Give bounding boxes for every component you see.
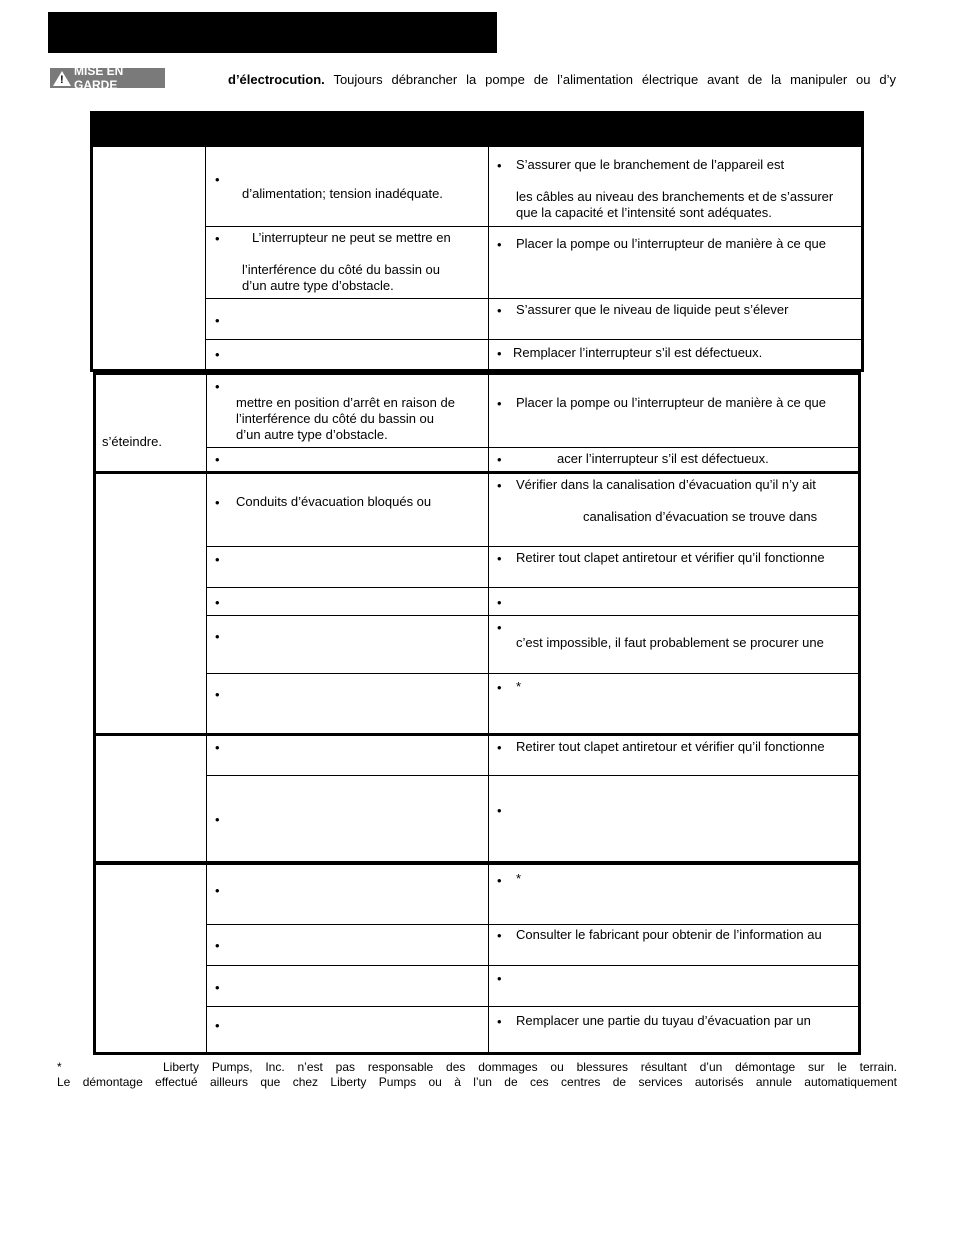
solution-text: Vérifier dans la canalisation d’évacuation qu’il n’y ait (516, 477, 816, 492)
cause-text: mettre en position d’arrêt en raison de (236, 395, 455, 410)
solution-text: Placer la pompe ou l’interrupteur de manière à ce que (516, 236, 827, 251)
solution-text: Remplacer une partie du tuyau d’évacuation par un (516, 1013, 811, 1028)
bullet: • (497, 873, 502, 888)
bullet: • (215, 231, 220, 246)
section-title-bar (48, 12, 497, 53)
bullet: • (497, 158, 502, 173)
bullet: • (215, 347, 220, 362)
bullet: • (497, 237, 502, 252)
solution-text: Placer la pompe ou l’interrupteur de manière à ce que (516, 395, 827, 410)
bullet: • (497, 346, 502, 361)
cause-text: d’un autre type d’obstacle. (242, 278, 394, 293)
section-1 (90, 144, 864, 372)
solution-text: Retirer tout clapet antiretour et vérifier qu’il fonctionne (516, 739, 825, 754)
bullet: • (215, 687, 220, 702)
cause-text: d’alimentation; tension inadéquate. (242, 186, 443, 201)
bullet: • (497, 971, 502, 986)
bullet: • (497, 620, 502, 635)
solution-text: canalisation d’évacuation se trouve dans (583, 509, 818, 524)
solution-text: * (516, 871, 522, 886)
bullet: • (215, 495, 220, 510)
footnote-star: * (57, 1060, 62, 1074)
bullet: • (497, 551, 502, 566)
problem-text: s’éteindre. (102, 434, 162, 449)
warning-icon: ! (53, 71, 71, 86)
bullet: • (215, 883, 220, 898)
bullet: • (215, 629, 220, 644)
bullet: • (497, 478, 502, 493)
warning-text (228, 72, 896, 87)
solution-text: que la capacité et l’intensité sont adéquates. (516, 205, 772, 220)
warning-bold: d’électrocution. (228, 72, 325, 87)
solution-text: Retirer tout clapet antiretour et vérifier qu’il fonctionne (516, 550, 825, 565)
bullet: • (215, 938, 220, 953)
solution-text: Consulter le fabricant pour obtenir de l’information au (516, 927, 822, 942)
bullet: • (497, 303, 502, 318)
cause-text: L’interrupteur ne peut se mettre en (252, 230, 451, 245)
bullet: • (497, 680, 502, 695)
solution-text: c’est impossible, il faut probablement se procurer une (516, 635, 824, 650)
bullet: • (497, 803, 502, 818)
footnote-line-1: Liberty Pumps, Inc. n’est pas responsable des dommages ou blessures résultant d’un démontage sur le terrain. (163, 1060, 897, 1074)
bullet: • (215, 172, 220, 187)
footnote-line-2: Le démontage effectué ailleurs que chez Liberty Pumps ou à l’un de ces centres de services autorisés annule automatiquement (57, 1075, 897, 1089)
bullet: • (497, 740, 502, 755)
solution-text: les câbles au niveau des branchements et de s’assurer (516, 189, 834, 204)
bullet: • (215, 379, 220, 394)
bullet: • (215, 1018, 220, 1033)
bullet: • (215, 812, 220, 827)
solution-text: acer l’interrupteur s’il est défectueux. (557, 451, 769, 466)
cause-text: d’un autre type d’obstacle. (236, 427, 388, 442)
cause-text: Conduits d’évacuation bloqués ou (236, 494, 432, 509)
bullet: • (215, 313, 220, 328)
warning-body: Toujours débrancher la pompe de l’alimentation électrique avant de la manipuler ou d’y (333, 72, 896, 87)
cause-text: l’interférence du côté du bassin ou (242, 262, 441, 277)
solution-text: S’assurer que le niveau de liquide peut s’élever (516, 302, 789, 317)
cause-text: l’interférence du côté du bassin ou (236, 411, 435, 426)
bullet: • (497, 396, 502, 411)
table-header (90, 111, 864, 146)
bullet: • (215, 595, 220, 610)
warning-badge-label: MISE EN GARDE (74, 64, 124, 92)
solution-text: * (516, 679, 522, 694)
bullet: • (215, 552, 220, 567)
bullet: • (215, 740, 220, 755)
solution-text: S’assurer que le branchement de l’appareil est (516, 157, 785, 172)
warning-badge (50, 64, 165, 92)
solution-text: Remplacer l’interrupteur s’il est défectueux. (513, 345, 763, 360)
bullet: • (497, 928, 502, 943)
bullet: • (215, 452, 220, 467)
bullet: • (497, 452, 502, 467)
bullet: • (497, 1014, 502, 1029)
bullet: • (497, 595, 502, 610)
bullet: • (215, 980, 220, 995)
